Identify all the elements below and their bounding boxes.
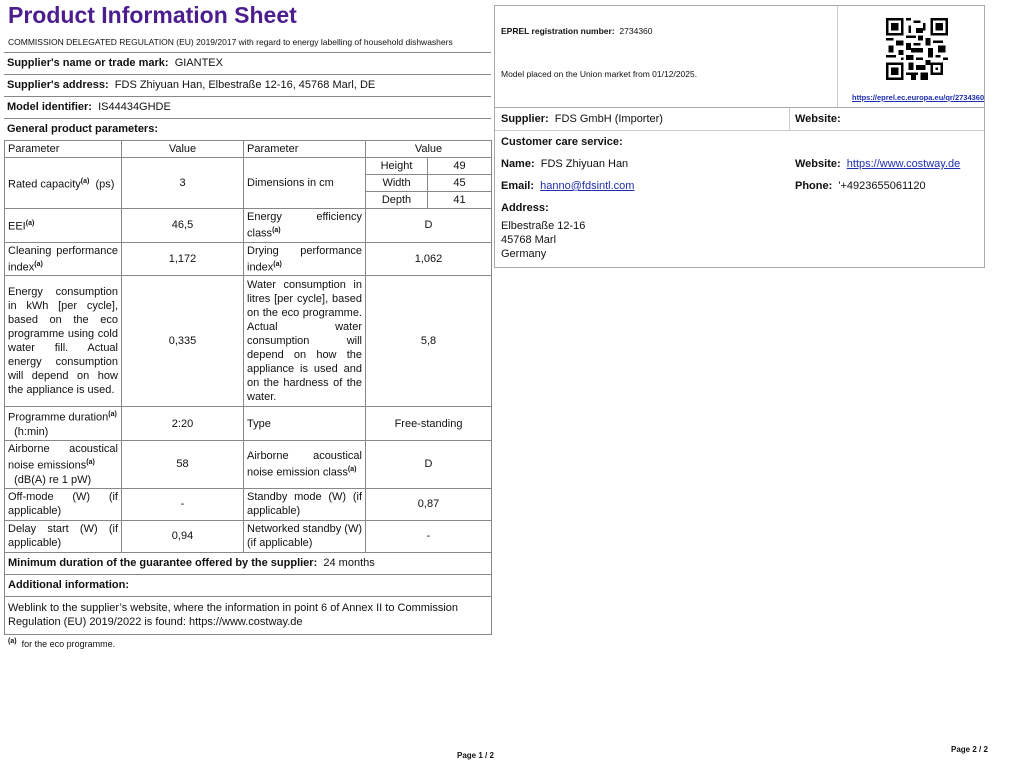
name-field: Name: FDS Zhiyuan Han	[501, 158, 629, 170]
rated-capacity-label: Rated capacity$^{(a)}$ (ps)	[5, 158, 122, 209]
cleaning-value: 1,172	[122, 242, 244, 276]
supplier-name-value: GIANTEX	[174, 57, 223, 69]
page-title: Product Information Sheet	[8, 2, 297, 28]
programme-duration-label: Programme duration$^{(a)}$ (h:min)	[5, 407, 122, 441]
eprel-registration: EPREL registration number: 2734360	[501, 26, 653, 36]
guarantee-value: 24 months	[323, 557, 375, 570]
additional-info-row	[5, 574, 492, 596]
name-row	[495, 153, 984, 175]
additional-info-cell	[5, 574, 492, 596]
qr-code-icon[interactable]	[886, 18, 948, 80]
eprel-header	[495, 6, 984, 108]
networked-standby-label: Networked standby (W) (if applicable)	[244, 520, 366, 552]
table-row	[5, 488, 492, 520]
eprel-box	[494, 5, 985, 268]
website-link[interactable]: https://www.costway.de	[846, 158, 961, 170]
page-number-2: Page 2 / 2	[951, 745, 988, 754]
delay-start-value: 0,94	[122, 520, 244, 552]
cleaning-label: Cleaning performance index$^{(a)}$	[5, 242, 122, 276]
noise-value: 58	[122, 440, 244, 488]
width-value: 45	[428, 175, 492, 192]
programme-duration-value: 2:20	[122, 407, 244, 441]
weblink-text: Weblink to the supplier’s website, where the information in point 6 of Annex II to Commission Regulation (EU) 2019/2022 is found: https://www.costway.de	[5, 596, 492, 634]
regulation-text: COMMISSION DELEGATED REGULATION (EU) 2019/2017 with regard to energy labelling of household dishwashers	[4, 32, 491, 53]
drying-label: Drying performance index$^{(a)}$	[244, 242, 366, 276]
model-identifier-label: Model identifier:	[7, 101, 92, 113]
eei-value: 46,5	[122, 209, 244, 243]
noise-class-value: D	[366, 440, 492, 488]
address-block	[495, 219, 984, 267]
page-2	[494, 5, 985, 268]
energy-consumption-value: 0,335	[122, 276, 244, 407]
energy-class-label: Energy efficiency class$^{(a)}$	[244, 209, 366, 243]
supplier-address-label: Supplier's address:	[7, 79, 109, 91]
depth-label: Depth	[366, 192, 428, 209]
website-field: Website: https://www.costway.de	[795, 158, 961, 170]
weblink-row	[5, 596, 492, 634]
off-mode-value: -	[122, 488, 244, 520]
email-row	[495, 175, 984, 197]
guarantee-row	[5, 552, 492, 574]
width-label: Width	[366, 175, 428, 192]
supplier-address-row	[4, 75, 491, 97]
eprel-info	[495, 6, 838, 107]
header-value-2: Value	[366, 141, 492, 158]
off-mode-label: Off-mode (W) (if applicable)	[5, 488, 122, 520]
supplier-row	[495, 108, 984, 131]
water-consumption-label: Water consumption in litres [per cycle], based on the eco programme. Actual water consumption will depend on how the appliance is used and on the hardness of the water.	[244, 276, 366, 407]
eprel-link[interactable]: https://eprel.ec.europa.eu/qr/2734360	[852, 93, 985, 102]
table-row	[5, 158, 492, 175]
height-label: Height	[366, 158, 428, 175]
energy-class-value: D	[366, 209, 492, 243]
drying-value: 1,062	[366, 242, 492, 276]
parameters-table	[4, 140, 492, 635]
table-row	[5, 407, 492, 441]
water-consumption-value: 5,8	[366, 276, 492, 407]
additional-info-label: Additional information:	[8, 579, 129, 592]
address-line: 45768 Marl	[501, 234, 557, 246]
depth-value: 41	[428, 192, 492, 209]
email-field: Email: hanno@fdsintl.com	[501, 180, 635, 192]
page-number-1: Page 1 / 2	[457, 751, 494, 760]
customer-care-row	[495, 131, 984, 153]
page-1	[4, 0, 491, 649]
address-line: Germany	[501, 248, 547, 260]
type-label: Type	[244, 407, 366, 441]
general-parameters-header	[4, 119, 491, 140]
dimensions-label: Dimensions in cm	[244, 158, 366, 209]
table-row	[5, 209, 492, 243]
header-parameter: Parameter	[5, 141, 122, 158]
guarantee-label: Minimum duration of the guarantee offered by the supplier:	[8, 557, 318, 570]
table-row	[5, 520, 492, 552]
table-row	[5, 440, 492, 488]
contact-section	[495, 108, 984, 267]
table-row	[5, 276, 492, 407]
networked-standby-value: -	[366, 520, 492, 552]
header-value: Value	[122, 141, 244, 158]
website-label: Website:	[795, 113, 841, 125]
header-parameter-2: Parameter	[244, 141, 366, 158]
qr-area	[838, 6, 984, 107]
model-identifier-row	[4, 97, 491, 119]
model-identifier-value: IS44434GHDE	[98, 101, 171, 113]
energy-consumption-label: Energy consumption in kWh [per cycle], based on the eco programme using cold water fill. Actual energy consumption will depend on how the appliance is used.	[5, 276, 122, 407]
guarantee-cell	[5, 552, 492, 574]
type-value: Free-standing	[366, 407, 492, 441]
table-header-row	[5, 141, 492, 158]
table-row	[5, 242, 492, 276]
general-parameters-label: General product parameters:	[7, 123, 158, 135]
standby-value: 0,87	[366, 488, 492, 520]
eei-label: EEI$^{(a)}$	[5, 209, 122, 243]
customer-care-label: Customer care service:	[501, 136, 623, 148]
rated-capacity-value: 3	[122, 158, 244, 209]
standby-label: Standby mode (W) (if applicable)	[244, 488, 366, 520]
delay-start-label: Delay start (W) (if applicable)	[5, 520, 122, 552]
address-label-row	[495, 197, 984, 219]
supplier-label-value: Supplier: FDS GmbH (Importer)	[501, 113, 663, 125]
phone-field: Phone: '+4923655061120	[795, 180, 926, 192]
supplier-name-row	[4, 53, 491, 75]
email-link[interactable]: hanno@fdsintl.com	[540, 180, 635, 192]
address-line: Elbestraße 12-16	[501, 220, 586, 232]
height-value: 49	[428, 158, 492, 175]
footnote: $^{(a)}$ for the eco programme.	[8, 637, 116, 649]
address-label: Address:	[501, 202, 549, 214]
noise-class-label: Airborne acoustical noise emission class$^{(a)}$	[244, 440, 366, 488]
supplier-address-value: FDS Zhiyuan Han, Elbestraße 12-16, 45768 Marl, DE	[114, 79, 376, 91]
supplier-name-label: Supplier's name or trade mark:	[7, 57, 169, 69]
placed-on-market: Model placed on the Union market from 01/12/2025.	[501, 69, 698, 79]
noise-label: Airborne acoustical noise emissions$^{(a)}$ (dB(A) re 1 pW)	[5, 440, 122, 488]
